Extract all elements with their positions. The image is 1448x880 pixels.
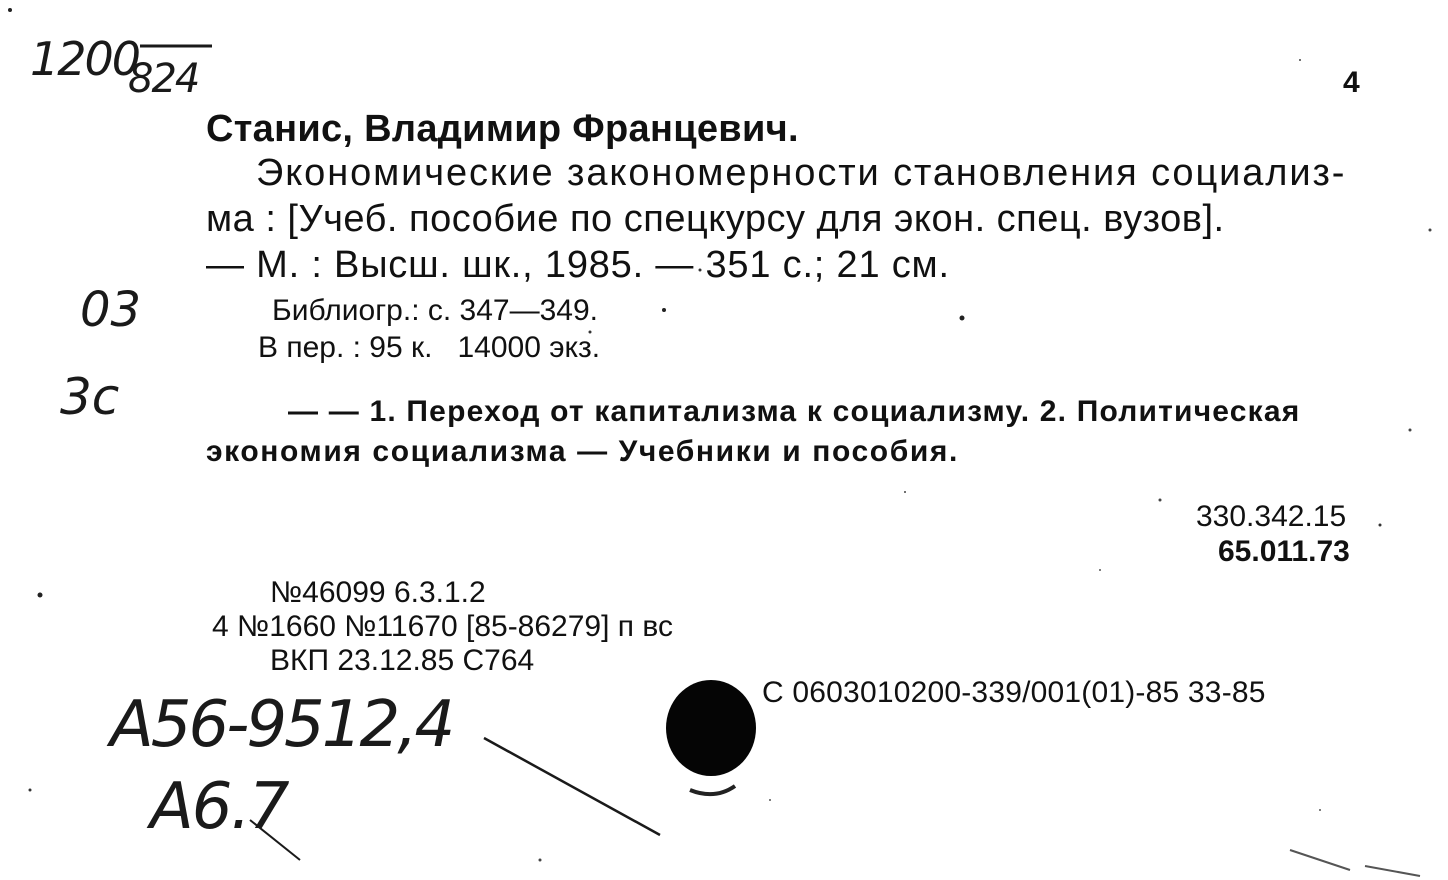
handwritten-code-a: 1200	[30, 32, 140, 86]
handwritten-code-03: 03	[80, 282, 142, 338]
registry-line-3: ВКП 23.12.85 С764	[270, 644, 535, 677]
registry-line-1: №46099 6.3.1.2	[270, 576, 486, 609]
publisher-code: С 0603010200-339/001(01)-85 33-85	[762, 676, 1266, 709]
handwritten-code-3c: 3с	[60, 368, 120, 426]
card-number: 4	[1343, 66, 1360, 99]
handwritten-code-b: 824	[128, 56, 199, 102]
registry-line-2: 4 №1660 №11670 [85-86279] п вс	[212, 610, 673, 643]
title-line-3: — М. : Высш. шк., 1985. — 351 с.; 21 см.	[206, 244, 950, 286]
subject-line-1: — — 1. Переход от капитализма к социализму. 2. Политическая	[288, 395, 1301, 428]
title-line-1: Экономические закономерности становления социализ-	[256, 152, 1347, 194]
handwritten-inventory-number-b: А6.7	[150, 770, 288, 844]
price-note: В пер. : 95 к. 14000 экз.	[258, 331, 601, 364]
author-heading: Станис, Владимир Францевич.	[206, 108, 799, 150]
title-line-2: ма : [Учеб. пособие по спецкурсу для экон. спец. вузов].	[206, 198, 1225, 240]
handwritten-inventory-number: А56-9512,4	[110, 688, 453, 762]
bibliography-note: Библиогр.: с. 347—349.	[272, 294, 598, 327]
udc-code: 330.342.15	[1196, 500, 1347, 533]
subject-line-2: экономия социализма — Учебники и пособия.	[206, 435, 959, 468]
bbk-code: 65.011.73	[1218, 535, 1350, 568]
